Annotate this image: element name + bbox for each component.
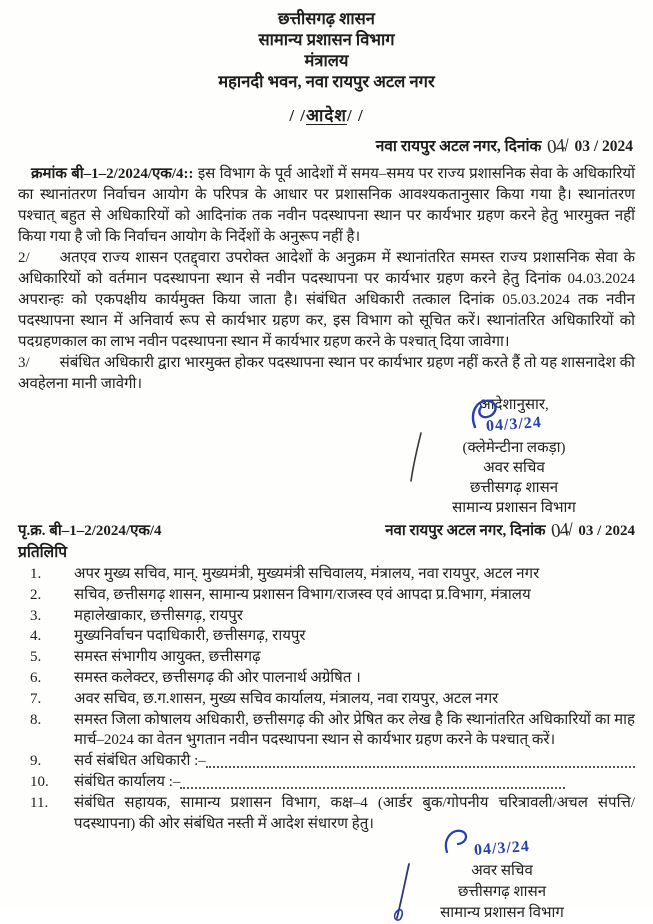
paragraph-2-text: अतएव राज्य शासन एतद्द्वारा उपरोक्त आदेशों के अनुक्रम में स्थानांतरित समस्त राज्य प्रशासनिक सेवा के अधिकारियों को वर्तमान पदस्थापना स्थान से नवीन पदस्थापना पर कार्यभार ग्रहण करने हेतु दिनांक 04.03.2024 अपरान्हः को एकपक्षीय कार्यमुक्त किया जाता है। संबंधित अधिकारी तत्काल दिनांक 05.03.2024 तक नवीन पदस्थापना स्थान में अनिवार्य रूप से कार्यभार ग्रहण कर, इस विभाग को सूचित करें। स्थानांतरित अधिकारियों को पदग्रहणकाल का लाभ नवीन पदस्थापना स्थान में कार्यभार ग्रहण करने के पश्चात् दिया जावेगा। (18, 250, 635, 350)
item-text: अवर सचिव, छ.ग.शासन, मुख्य सचिव कार्यालय, मंत्रालय, नवा रायपुर, अटल नगर (74, 690, 499, 707)
list-item (30, 689, 635, 710)
paragraph-3 (18, 353, 635, 395)
paragraph-2-number: 2/ (18, 250, 30, 266)
handwritten-signature-date: 04/3/24 (473, 838, 531, 859)
order-word: आदेश (306, 106, 347, 125)
reference-number: क्रमांक बी–1–2/2024/एक/4:: (31, 166, 194, 182)
handwritten-day: 04/ (546, 134, 570, 159)
item-text: सर्व संबंधित अधिकारी :– (74, 753, 206, 770)
signatory-govt: छत्तीसगढ़ शासन (469, 480, 559, 496)
order-prefix-slashes: / / (289, 106, 307, 125)
list-item (30, 710, 635, 752)
paragraph-2 (18, 248, 635, 353)
dateline-date: 03 / 2024 (574, 138, 633, 155)
handwritten-signature (387, 838, 617, 861)
list-item (30, 564, 635, 585)
order-title (0, 103, 653, 126)
paragraph-1-text: इस विभाग के पूर्व आदेशों में समय–समय पर राज्य प्रशासनिक सेवा के अधिकारियों का स्थानांतरण निर्वाचन आयोग के परिपत्र के आधार पर प्रशासनिक आवश्यकतानुसार किया गया है। स्थानांतरण पश्चात् बहुत से अधिकारियों को आदिनांक तक नवीन पदस्थापना स्थान पर कार्यभार ग्रहण करने हेतु भारमुक्त नहीं किया गया है जो कि निर्वाचन आयोग के निर्देशों के अनुरूप नहीं है। (18, 166, 636, 245)
item-text: संबंधित कार्यालय :– (74, 773, 181, 790)
item-text: मुख्यनिर्वाचन पदाधिकारी, छत्तीसगढ़, रायपुर (74, 628, 306, 645)
dateline-place: नवा रायपुर अटल नगर, दिनांक (375, 138, 542, 155)
item-text: समस्त कलेक्टर, छत्तीसगढ़ की ओर पालनार्थ अग्रेषित । (74, 669, 361, 686)
endorsement-reference-line (0, 519, 653, 542)
order-suffix-slashes: / / (346, 106, 364, 125)
copies-list (0, 564, 653, 834)
signatory-govt: छत्तीसगढ़ शासन (457, 884, 547, 900)
item-text: अपर मुख्य सचिव, मान्. मुख्यमंत्री, मुख्यमंत्री सचिवालय, मंत्रालय, नवा रायपुर, अटल नगर (74, 566, 540, 582)
item-number: 8. (30, 711, 42, 728)
signatory-dept: सामान्य प्रशासन विभाग (440, 905, 564, 921)
letterhead-govt: छत्तीसगढ़ शासन (278, 9, 375, 28)
endorsement-dateline (385, 519, 635, 542)
handwritten-signature-date: 04/3/24 (485, 414, 543, 435)
list-item (30, 668, 635, 689)
signatory-name: (क्लेमेन्टीना लकड़ा) (462, 440, 566, 456)
handwritten-signature (389, 415, 639, 438)
signatory-dept: सामान्य प्रशासन विभाग (452, 500, 576, 516)
paragraph-3-text: संबंधित अधिकारी द्वारा भारमुक्त होकर पदस्थापना स्थान पर कार्यभार ग्रहण नहीं करते हैं तो यह शासनादेश की अवहेलना मानी जावेगी। (18, 355, 635, 392)
signatory-designation: अवर सचिव (483, 460, 545, 476)
item-text: महालेखाकार, छत्तीसगढ़, रायपुर (74, 607, 243, 624)
as-per-order-label: आदेशानुसार, (479, 397, 549, 413)
item-number: 6. (30, 669, 42, 686)
list-item (30, 626, 635, 647)
dateline-top (0, 135, 653, 157)
item-number: 9. (30, 753, 42, 770)
item-text: समस्त जिला कोषालय अधिकारी, छत्तीसगढ़ की ओर प्रेषित कर लेख है कि स्थानांतरित अधिकारियों का माह मार्च–2024 का वेतन भुगतान नवीन पदस्थापना स्थान से कार्यभार ग्रहण करने के पश्चात् करें। (74, 711, 635, 749)
signatory-designation: अवर सचिव (471, 863, 533, 879)
list-item (30, 585, 635, 606)
letterhead-address: महानदी भवन, नवा रायपुर अटल नगर (218, 72, 435, 91)
endorsement-place: नवा रायपुर अटल नगर, दिनांक (385, 523, 546, 539)
item-number: 2. (30, 586, 42, 603)
letterhead-dept: सामान्य प्रशासन विभाग (258, 30, 395, 49)
item-number: 10. (30, 773, 49, 790)
list-item (30, 647, 635, 668)
signature-block-officer (389, 395, 639, 518)
item-number: 11. (30, 794, 49, 811)
list-item (30, 793, 635, 835)
item-text: समस्त संभागीय आयुक्त, छत्तीसगढ़ (74, 649, 261, 666)
item-number: 7. (30, 690, 42, 707)
item-number: 3. (30, 607, 42, 624)
item-number: 5. (30, 649, 42, 666)
handwritten-day: 04/ (550, 518, 574, 543)
paragraph-3-number: 3/ (18, 355, 30, 371)
letterhead (0, 0, 653, 92)
list-item-fill-in (30, 772, 635, 793)
copies-heading: प्रतिलिपि (18, 544, 68, 561)
paragraph-1 (18, 164, 635, 248)
item-text: संबंधित सहायक, सामान्य प्रशासन विभाग, कक्ष–4 (आर्डर बुक/गोपनीय चरित्रावली/अचल संपत्ति/पदस्थापना) की ओर संबंधित नस्ती में आदेश संधारण हेतु। (74, 794, 635, 832)
dotted-blank-line (180, 772, 565, 789)
list-item (30, 606, 635, 627)
letterhead-ministry: मंत्रालय (304, 51, 349, 70)
item-text: सचिव, छत्तीसगढ़ शासन, सामान्य प्रशासन विभाग/राजस्व एवं आपदा प्र.विभाग, मंत्रालय (74, 586, 531, 603)
item-number: 1. (30, 566, 42, 582)
document-body (0, 164, 653, 395)
list-item-fill-in (30, 751, 635, 772)
endorsement-date: 03 / 2024 (578, 523, 635, 539)
item-number: 4. (30, 628, 42, 645)
signature-block-bottom (387, 838, 617, 924)
endorsement-number: पृ.क्र. बी–1–2/2024/एक/4 (18, 523, 162, 539)
dotted-blank-line (206, 751, 635, 768)
